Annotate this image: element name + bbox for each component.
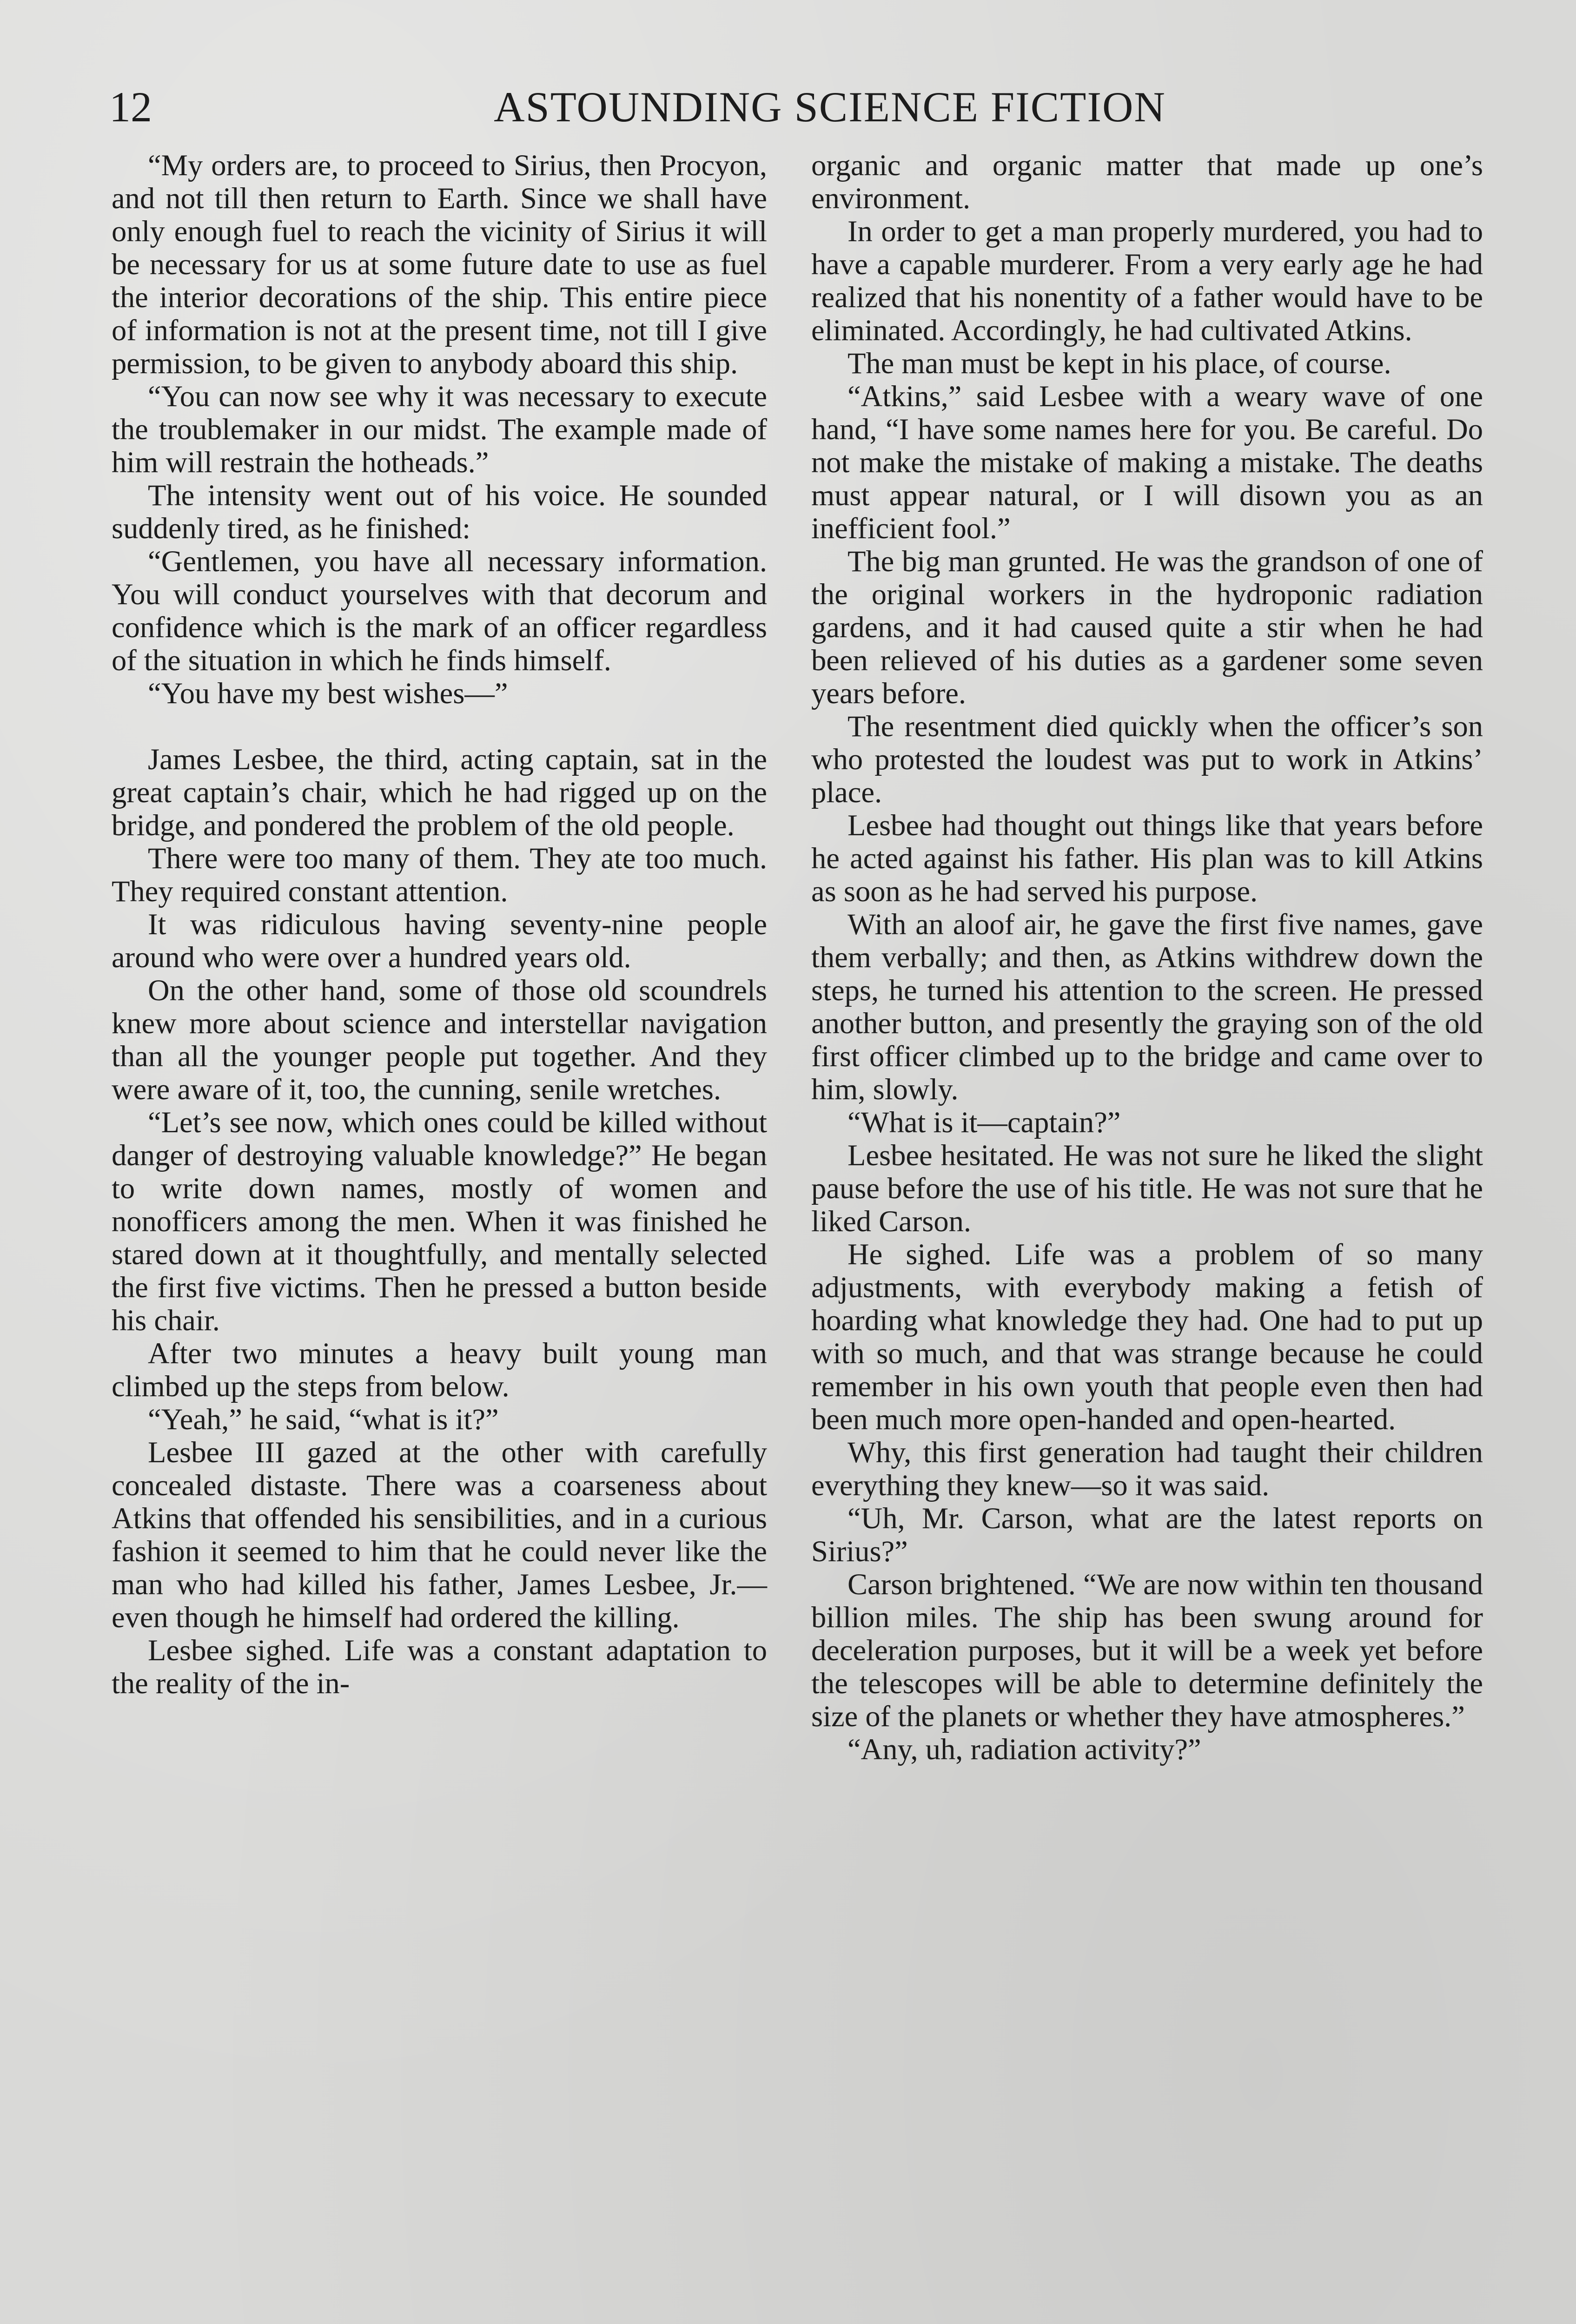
paragraph: Carson brightened. “We are now within ten thousand billion miles. The ship has been swung around for deceleration purposes, but it will be a week yet before the telescopes will be able to determine definitely the size of the planets or whether they have atmospheres.” [811, 1568, 1483, 1733]
paragraph: The resentment died quickly when the officer’s son who protested the loudest was put to work in Atkins’ place. [811, 710, 1483, 809]
left-column [112, 149, 767, 1700]
paragraph: The big man grunted. He was the grandson of one of the original workers in the hydroponic radiation gardens, and it had caused quite a stir when he had been relieved of his duties as a gardener some seven years before. [811, 545, 1483, 710]
continued-paragraph: organic and organic matter that made up one’s environment. [811, 149, 1483, 215]
paragraph: In order to get a man properly murdered, you had to have a capable murderer. From a very early age he had realized that his nonentity of a father would have to be eliminated. Accordingly, he had cultivated Atkins. [811, 215, 1483, 347]
page-number: 12 [109, 83, 152, 131]
paragraph: “Uh, Mr. Carson, what are the latest reports on Sirius?” [811, 1502, 1483, 1568]
paragraph: “My orders are, to proceed to Sirius, then Procyon, and not till then return to Earth. Since we shall have only enough fuel to reach the vicinity of Sirius it will be necessary for us at some future date to use as fuel the interior decorations of the ship. This entire piece of information is not at the present time, not till I give permission, to be given to anybody aboard this ship. [112, 149, 767, 380]
paragraph: Lesbee had thought out things like that years before he acted against his father. His plan was to kill Atkins as soon as he had served his purpose. [811, 809, 1483, 908]
paragraph: Lesbee III gazed at the other with carefully concealed distaste. There was a coarseness about Atkins that offended his sensibilities, and in a curious fashion it seemed to him that he could never like the man who had killed his father, James Lesbee, Jr.—even though he himself had ordered the killing. [112, 1436, 767, 1634]
paragraph: The intensity went out of his voice. He sounded suddenly tired, as he finished: [112, 479, 767, 545]
paragraph: Why, this first generation had taught their children everything they knew—so it was said. [811, 1436, 1483, 1502]
paragraph: There were too many of them. They ate too much. They required constant attention. [112, 842, 767, 908]
paragraph: The man must be kept in his place, of course. [848, 347, 1391, 380]
paragraph: “Yeah,” he said, “what is it?” [148, 1403, 499, 1436]
paragraph: “What is it—captain?” [848, 1106, 1121, 1139]
paragraph: Lesbee sighed. Life was a constant adaptation to the reality of the in- [112, 1634, 767, 1700]
paragraph: Lesbee hesitated. He was not sure he liked the slight pause before the use of his title. He was not sure that he liked Carson. [811, 1139, 1483, 1238]
paragraph: “You can now see why it was necessary to execute the troublemaker in our midst. The example made of him will restrain the hotheads.” [112, 380, 767, 479]
paragraph: With an aloof air, he gave the first five names, gave them verbally; and then, as Atkins withdrew down the steps, he turned his attention to the screen. He pressed another button, and presently the graying son of the old first officer climbed up to the bridge and came over to him, slowly. [811, 908, 1483, 1106]
paragraph: “You have my best wishes—” [148, 677, 508, 710]
paragraph: It was ridiculous having seventy-nine people around who were over a hundred years old. [112, 908, 767, 974]
section-break-paragraph: James Lesbee, the third, acting captain, sat in the great captain’s chair, which he had rigged up on the bridge, and pondered the problem of the old people. [112, 743, 767, 842]
paragraph: “Atkins,” said Lesbee with a weary wave of one hand, “I have some names here for you. Be careful. Do not make the mistake of making a mistake. The deaths must appear natural, or I will disown you as an inefficient fool.” [811, 380, 1483, 545]
paragraph: “Let’s see now, which ones could be killed without danger of destroying valuable knowledge?” He began to write down names, mostly of women and nonofficers among the men. When it was finished he stared down at it thoughtfully, and mentally selected the first five victims. Then he pressed a button beside his chair. [112, 1106, 767, 1337]
paragraph: “Gentlemen, you have all necessary information. You will conduct yourselves with that decorum and confidence which is the mark of an officer regardless of the situation in which he finds himself. [112, 545, 767, 677]
paragraph: After two minutes a heavy built young man climbed up the steps from below. [112, 1337, 767, 1403]
paragraph: He sighed. Life was a problem of so many adjustments, with everybody making a fetish of hoarding what knowledge they had. One had to put up with so much, and that was strange because he could remember in his own youth that people even then had been much more open-handed and open-hearted. [811, 1238, 1483, 1436]
right-column [811, 149, 1483, 1766]
paragraph: “Any, uh, radiation activity?” [848, 1733, 1201, 1766]
paragraph: On the other hand, some of those old scoundrels knew more about science and interstellar navigation than all the younger people put together. And they were aware of it, too, the cunning, senile wretches. [112, 974, 767, 1106]
page-header [109, 79, 1467, 144]
running-title: ASTOUNDING SCIENCE FICTION [494, 83, 1166, 131]
